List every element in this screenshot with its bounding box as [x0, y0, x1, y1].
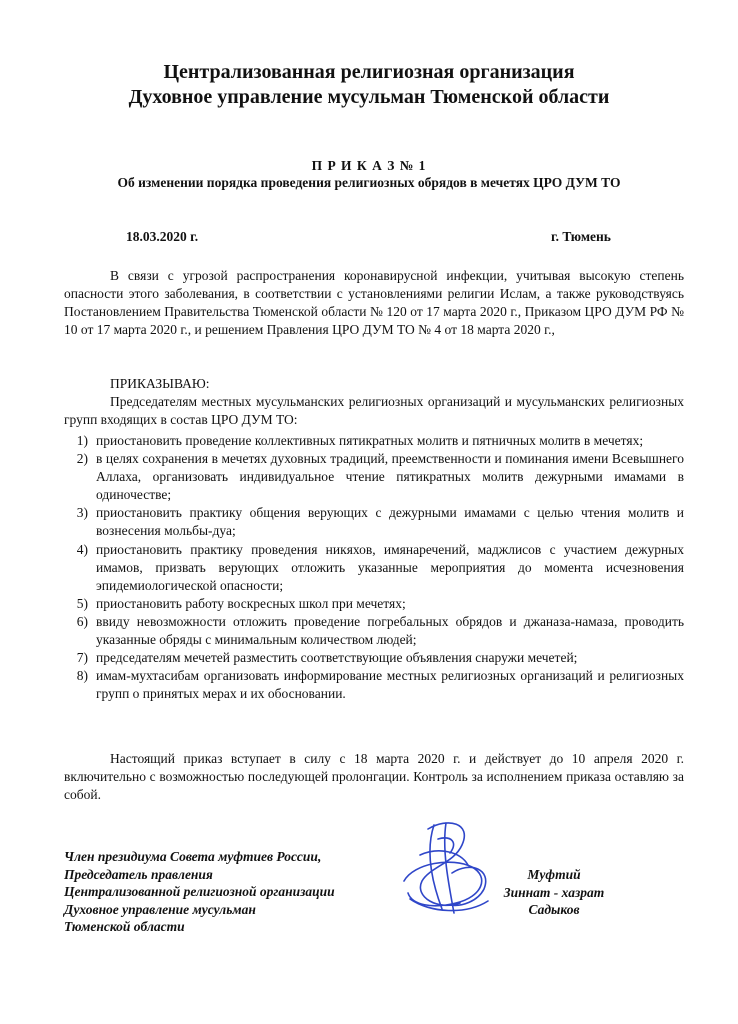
signatory-title-line: Член президиума Совета муфтиев России,: [64, 849, 322, 864]
item-number: 6): [76, 613, 88, 629]
item-number: 8): [76, 668, 88, 684]
item-text: приостановить практику общения верующих с дежурными имамами с целью чтения молитв и вознесения мольбы-дуа;: [96, 505, 684, 539]
signatory-title-line: Духовное управление мусульман: [64, 901, 256, 917]
signatory-name-block: [494, 866, 614, 919]
list-item: [64, 432, 684, 450]
signatory-title-line: Председатель правления: [64, 866, 213, 882]
signatory-surname: Садыков: [528, 902, 580, 917]
order-title: П Р И К А З № 1: [311, 158, 427, 173]
organization-name-line1: Централизованная религиозная организация: [163, 61, 575, 83]
order-items-list: [64, 432, 684, 703]
item-text: приостановить проведение коллективных пятикратных молитв и пятничных молитв в мечетях;: [96, 433, 644, 448]
list-item: [64, 450, 684, 504]
signatory-title-block: [64, 848, 335, 936]
list-item: [64, 504, 684, 540]
addressees-paragraph: Председателям местных мусульманских религиозных организаций и мусульманских религиозных групп входящих в состав ЦРО ДУМ ТО:: [64, 394, 684, 428]
signatory-honorific-name: Зиннат - хазрат: [503, 884, 605, 900]
item-text: ввиду невозможности отложить проведение погребальных обрядов и джаназа-намаза, проводить указанные обряды с минимальным количеством людей;: [96, 613, 684, 648]
item-text: приостановить работу воскресных школ при мечетях;: [96, 595, 406, 611]
command-word: ПРИКАЗЫВАЮ:: [110, 376, 210, 391]
item-number: 2): [76, 451, 88, 467]
signatory-title-line: Централизованной религиозной организации: [64, 884, 335, 899]
signatory-title-line: Тюменской области: [64, 919, 185, 934]
list-item: [64, 541, 684, 595]
handwritten-signature: [390, 815, 505, 920]
signatory-position: Муфтий: [527, 867, 581, 882]
order-subtitle: Об изменении порядка проведения религиозных обрядов в мечетях ЦРО ДУМ ТО: [117, 175, 621, 190]
closing-paragraph: Настоящий приказ вступает в силу с 18 марта 2020 г. и действует до 10 апреля 2020 г. включительно с возможностью последующей пролонгации. Контроль за исполнением приказа оставляю за собой.: [64, 751, 684, 803]
item-number: 7): [76, 650, 88, 666]
list-item: [64, 649, 684, 667]
order-city: г. Тюмень: [551, 229, 611, 244]
list-item: [64, 595, 684, 613]
organization-name-line2: Духовное управление мусульман Тюменской области: [128, 86, 610, 108]
item-number: 5): [76, 595, 88, 611]
item-number: 4): [76, 541, 88, 557]
item-number: 3): [76, 505, 88, 521]
list-item: [64, 613, 684, 649]
signature-strokes: [404, 823, 488, 913]
item-text: приостановить практику проведения никяхов, имянаречений, маджлисов с участием дежурных имамов, призвать верующих отложить указанные мероприятия до момента исчезновения эпидемиологической опасности;: [96, 541, 684, 593]
item-text: в целях сохранения в мечетях духовных традиций, преемственности и поминания имени Всевышнего Аллаха, организовать индивидуальное чтение пятикратных молитв дежурными имамами в одиночестве;: [96, 451, 684, 503]
list-item: [64, 667, 684, 703]
intro-paragraph: В связи с угрозой распространения коронавирусной инфекции, учитывая высокую степень опасности этого заболевания, в соответствии с установлениями религии Ислам, а также руководствуясь Постановлением Правительства Тюменской области № 120 от 17 марта 2020 г., Приказом ЦРО ДУМ РФ № 10 от 17 марта 2020 г., и решением Правления ЦРО ДУМ ТО № 4 от 18 марта 2020 г.,: [64, 268, 684, 338]
item-text: председателям мечетей разместить соответствующие объявления снаружи мечетей;: [96, 650, 578, 666]
item-number: 1): [76, 433, 88, 448]
item-text: имам-мухтасибам организовать информирование местных религиозных организаций и религиозных групп о принятых мерах и их обосновании.: [96, 668, 684, 702]
order-date: 18.03.2020 г.: [126, 229, 199, 244]
